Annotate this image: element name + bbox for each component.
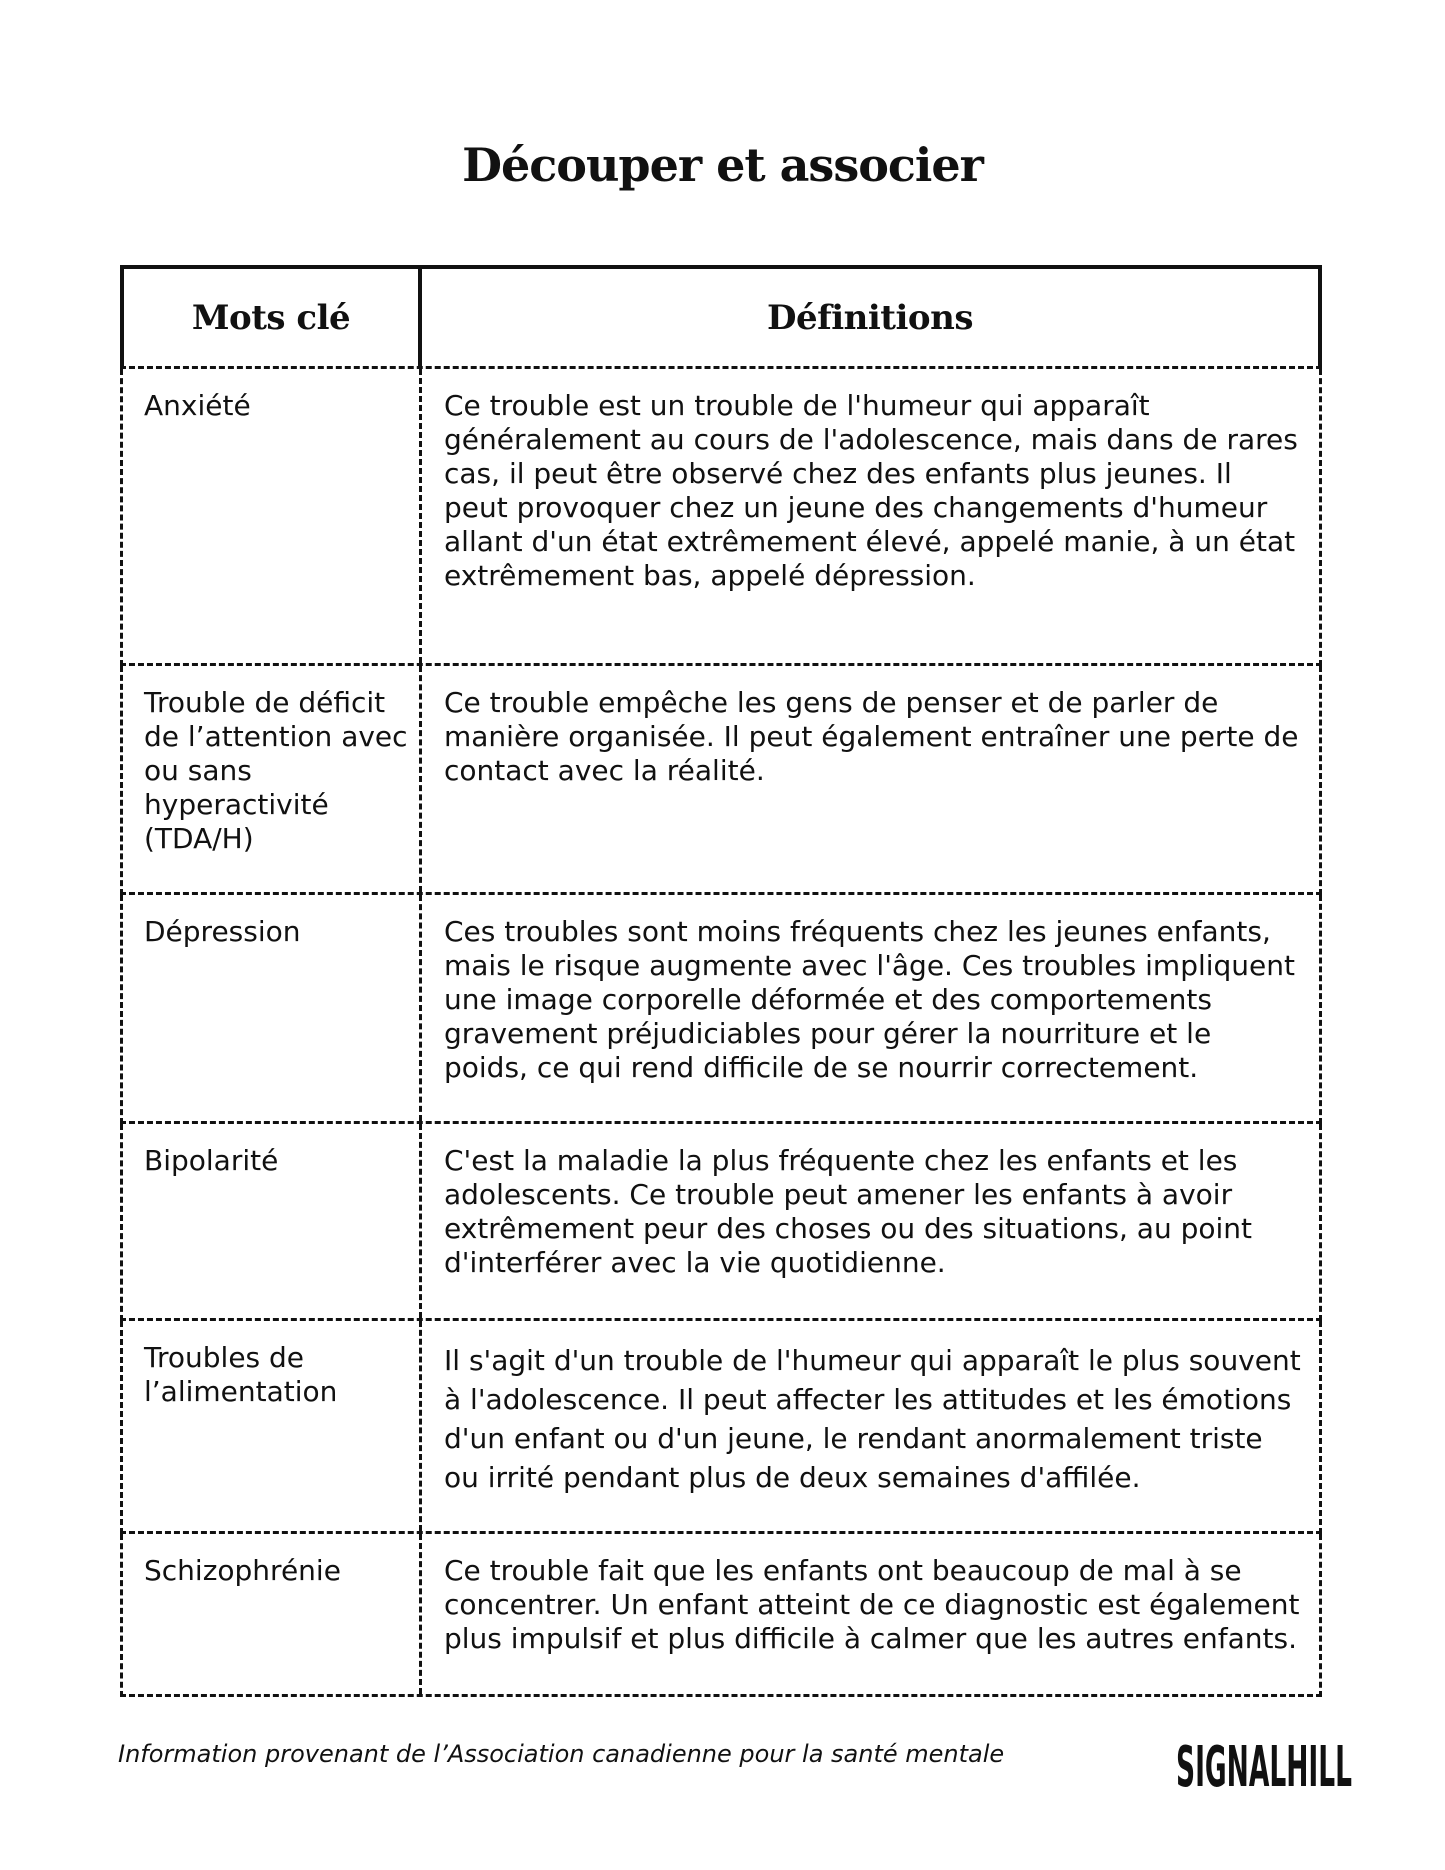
definition-cell: Ce trouble empêche les gens de penser et de parler de manière organisée. Il peut également entraîner une perte de contact avec la réalité.: [444, 686, 1299, 787]
header-keywords: Mots clé: [124, 269, 422, 366]
page-title: Découper et associer: [462, 138, 983, 192]
header-definitions: Définitions: [767, 297, 973, 338]
definition-cell: Ces troubles sont moins fréquents chez les jeunes enfants, mais le risque augmente avec l'âge. Ces troubles impliquent une image corporelle déformée et des comportements gravement préjudiciables pour gérer la nourriture et le poids, ce qui rend difficile de se nourrir correctement.: [444, 915, 1295, 1084]
table-row: [120, 895, 1322, 1124]
table-header: [120, 265, 1322, 369]
table-row: [120, 369, 1322, 666]
table-row: [120, 666, 1322, 895]
source-note: Information provenant de l’Association canadienne pour la santé mentale: [118, 1740, 1005, 1768]
table-row: [120, 1321, 1322, 1534]
svg-text:SIGNALHILL: SIGNALHILL: [1176, 1735, 1352, 1798]
definition-cell: Ce trouble fait que les enfants ont beaucoup de mal à se concentrer. Un enfant atteint de ce diagnostic est également plus impulsif et plus difficile à calmer que les autres enfants.: [444, 1554, 1300, 1655]
definition-cell: Il s'agit d'un trouble de l'humeur qui apparaît le plus souvent à l'adolescence. Il peut affecter les attitudes et les émotions d'un enfant ou d'un jeune, le rendant anormalement triste ou irrité pendant plus de deux semaines d'affilée.: [444, 1344, 1301, 1494]
keyword-cell: Dépression: [123, 895, 422, 1121]
definition-cell: C'est la maladie la plus fréquente chez les enfants et les adolescents. Ce trouble peut amener les enfants à avoir extrêmement peur des choses ou des situations, au point d'interférer avec la vie quotidienne.: [444, 1144, 1253, 1279]
definition-cell: Ce trouble est un trouble de l'humeur qui apparaît généralement au cours de l'adolescence, mais dans de rares cas, il peut être observé chez des enfants plus jeunes. Il peut provoquer chez un jeune des changements d'humeur allant d'un état extrêmement élevé, appelé manie, à un état extrêmement bas, appelé dépression.: [444, 389, 1298, 592]
table-row: [120, 1534, 1322, 1697]
table-row: [120, 1124, 1322, 1321]
keyword-cell: Anxiété: [123, 369, 422, 663]
keyword-cell: Bipolarité: [123, 1124, 422, 1318]
keyword-cell: Trouble de déficit de l’attention avec ou sans hyperactivité (TDA/H): [123, 666, 422, 892]
signalhill-logo: [1176, 1728, 1356, 1798]
keyword-cell: Schizophrénie: [123, 1534, 422, 1694]
matching-table: [120, 265, 1322, 1697]
keyword-cell: Troubles de l’alimentation: [123, 1321, 422, 1531]
